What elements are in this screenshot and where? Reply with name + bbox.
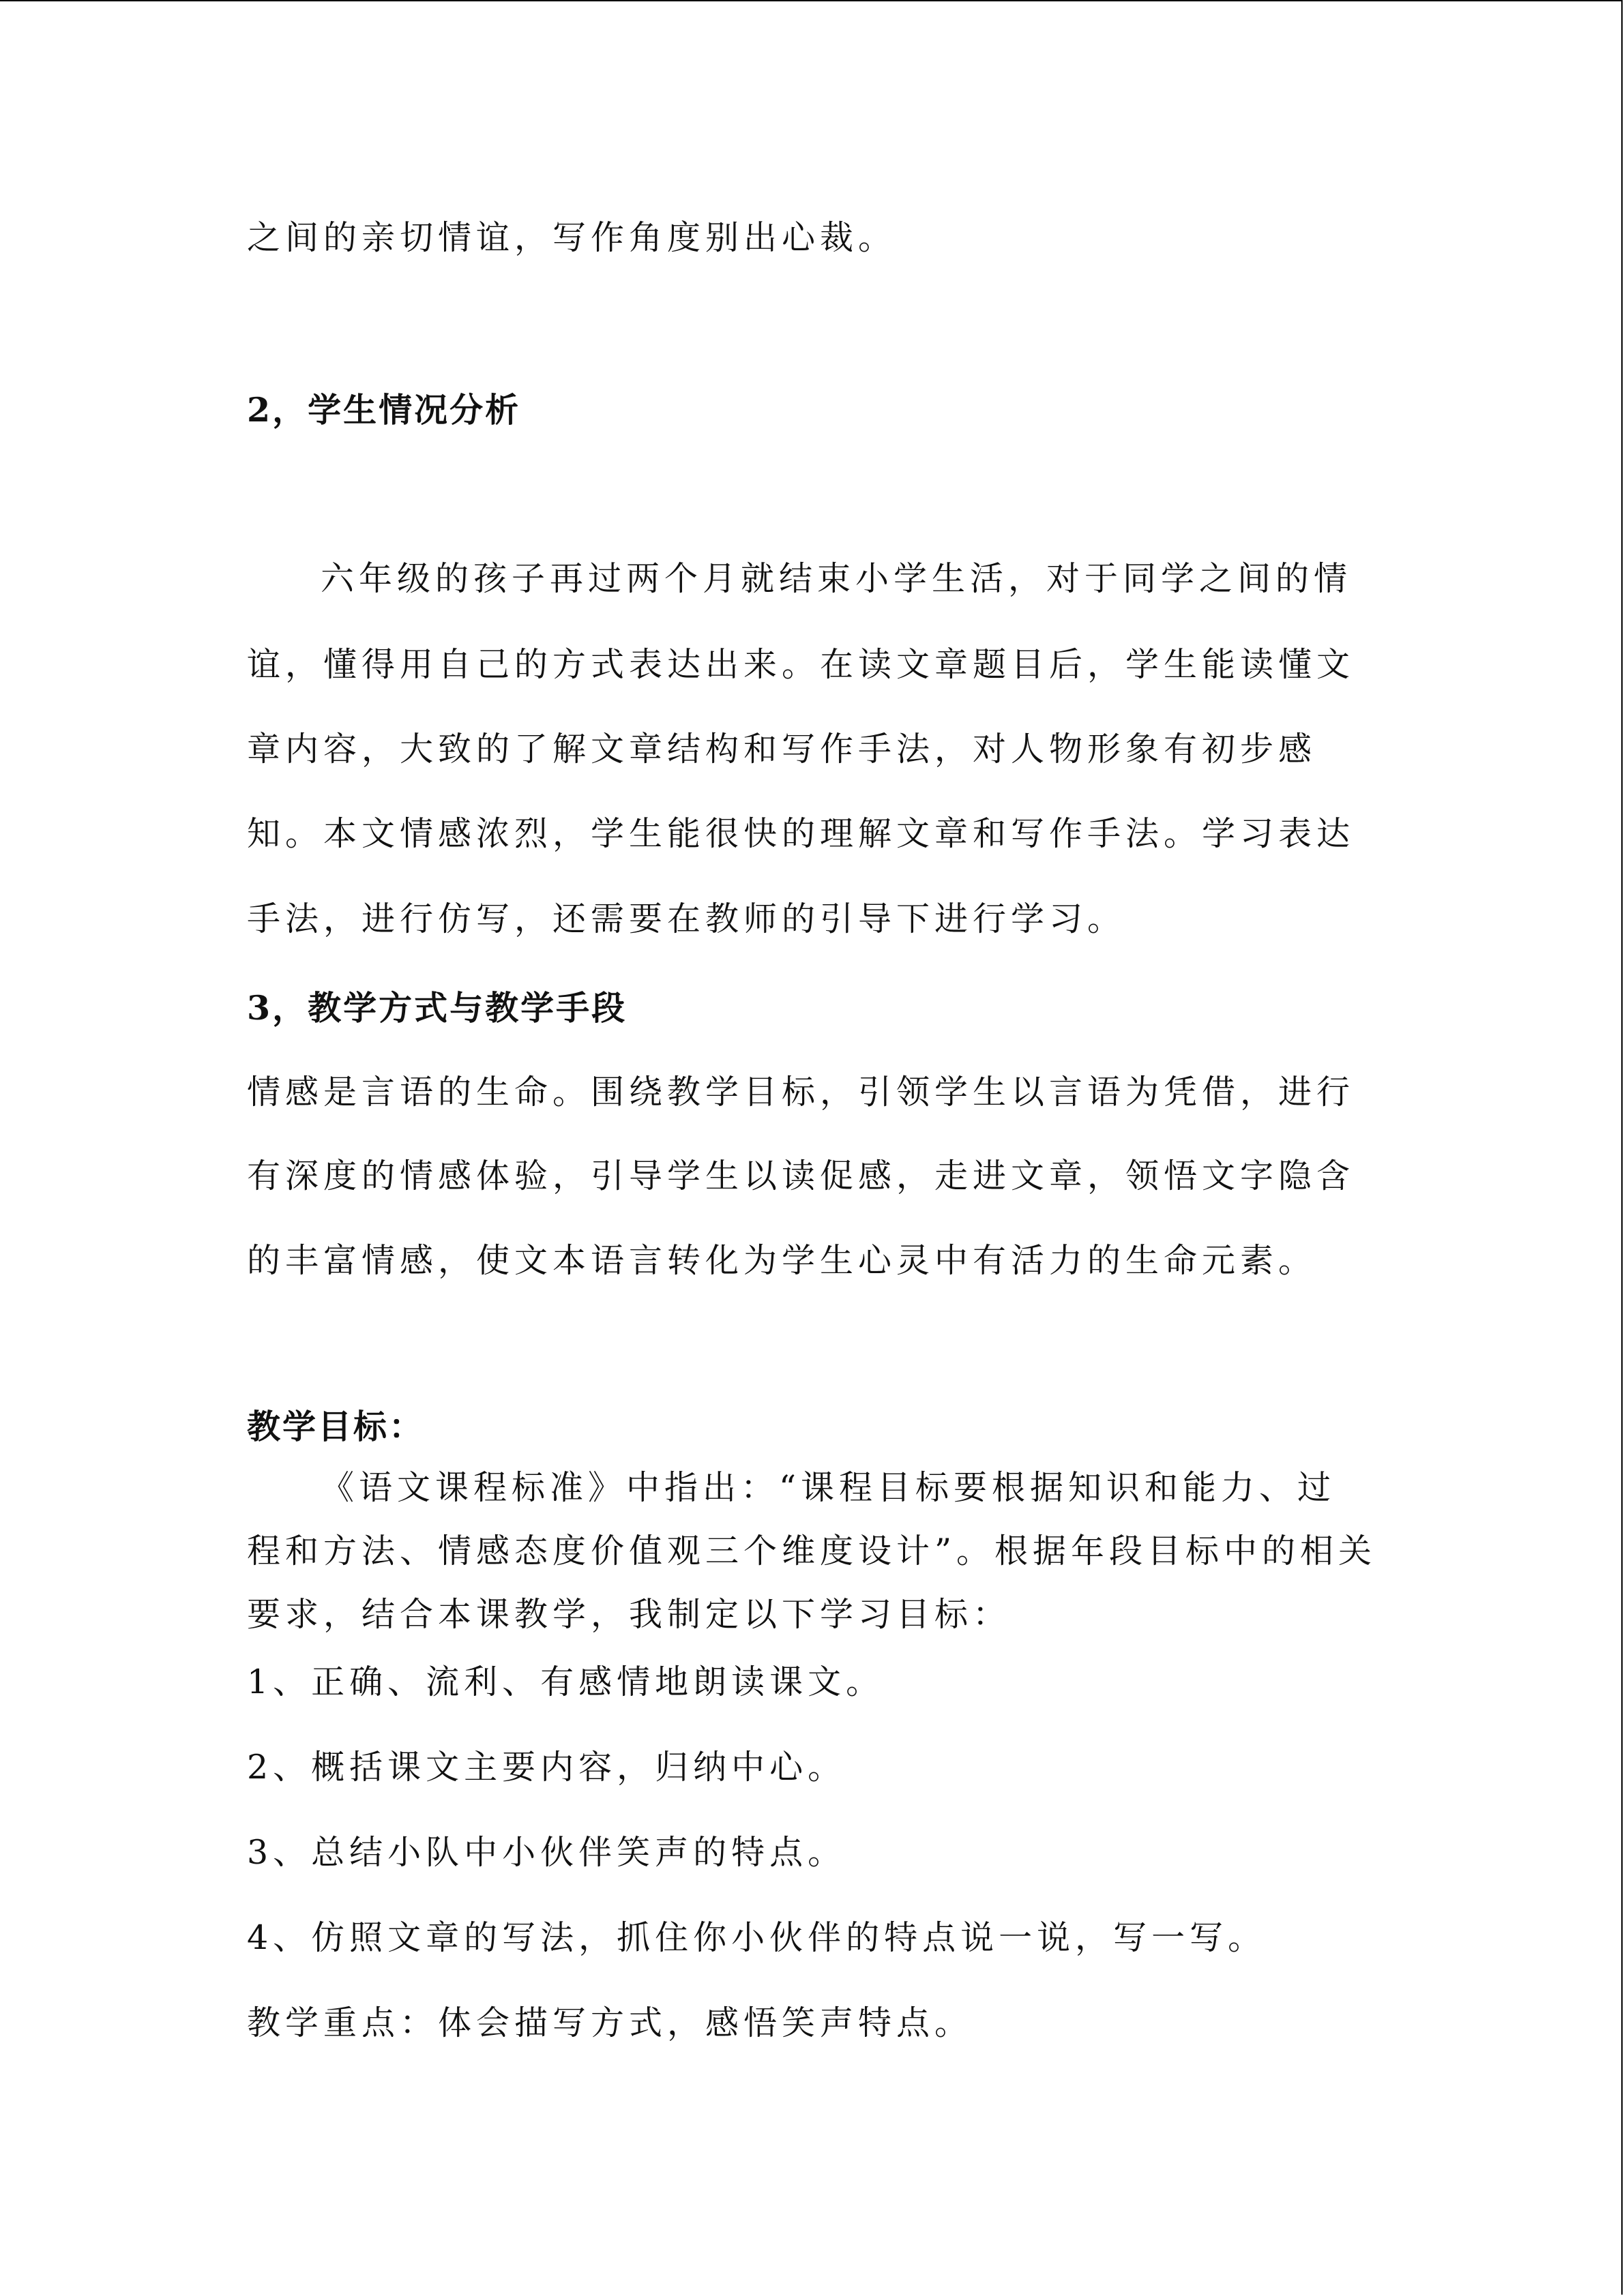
section-3-paragraph-line: 的丰富情感，使文本语言转化为学生心灵中有活力的生命元素。 [247,1241,1317,1280]
section-2-paragraph-line: 手法，进行仿写，还需要在教师的引导下进行学习。 [247,899,1126,938]
section-2-paragraph-line: 六年级的孩子再过两个月就结束小学生活，对于同学之间的情 [321,559,1353,598]
teaching-key-point: 教学重点：体会描写方式，感悟笑声特点。 [247,2003,973,2042]
section-2-paragraph-line: 知。本文情感浓烈，学生能很快的理解文章和写作手法。学习表达 [247,814,1355,853]
teaching-goal-item: 1、正确、流利、有感情地朗读课文。 [247,1663,885,1701]
section-3-paragraph-line: 有深度的情感体验，引导学生以读促感，走进文章，领悟文字隐含 [247,1157,1355,1195]
teaching-goal-item: 3、总结小队中小伙伴笑声的特点。 [247,1833,846,1872]
section-3-paragraph-line: 情感是言语的生命。围绕教学目标，引领学生以言语为凭借，进行 [247,1073,1355,1112]
section-2-heading: 2，学生情况分析 [247,390,521,430]
section-3-heading: 3，教学方式与教学手段 [247,988,628,1028]
teaching-goals-paragraph-line: 程和方法、情感态度价值观三个维度设计”。根据年段目标中的相关 [247,1532,1377,1570]
teaching-goal-item: 4、仿照文章的写法，抓住你小伙伴的特点说一说，写一写。 [247,1918,1267,1957]
intro-tail-line: 之间的亲切情谊，写作角度别出心裁。 [247,218,897,257]
section-2-paragraph-line: 章内容，大致的了解文章结构和写作手法，对人物形象有初步感 [247,730,1317,769]
teaching-goals-paragraph-line: 要求，结合本课教学，我制定以下学习目标： [247,1595,1012,1634]
section-2-paragraph-line: 谊，懂得用自己的方式表达出来。在读文章题目后，学生能读懂文 [247,645,1355,684]
teaching-goals-heading: 教学目标： [247,1407,425,1446]
teaching-goals-paragraph-line: 《语文课程标准》中指出：“课程目标要根据知识和能力、过 [321,1468,1336,1507]
teaching-goal-item: 2、概括课文主要内容，归纳中心。 [247,1748,846,1787]
